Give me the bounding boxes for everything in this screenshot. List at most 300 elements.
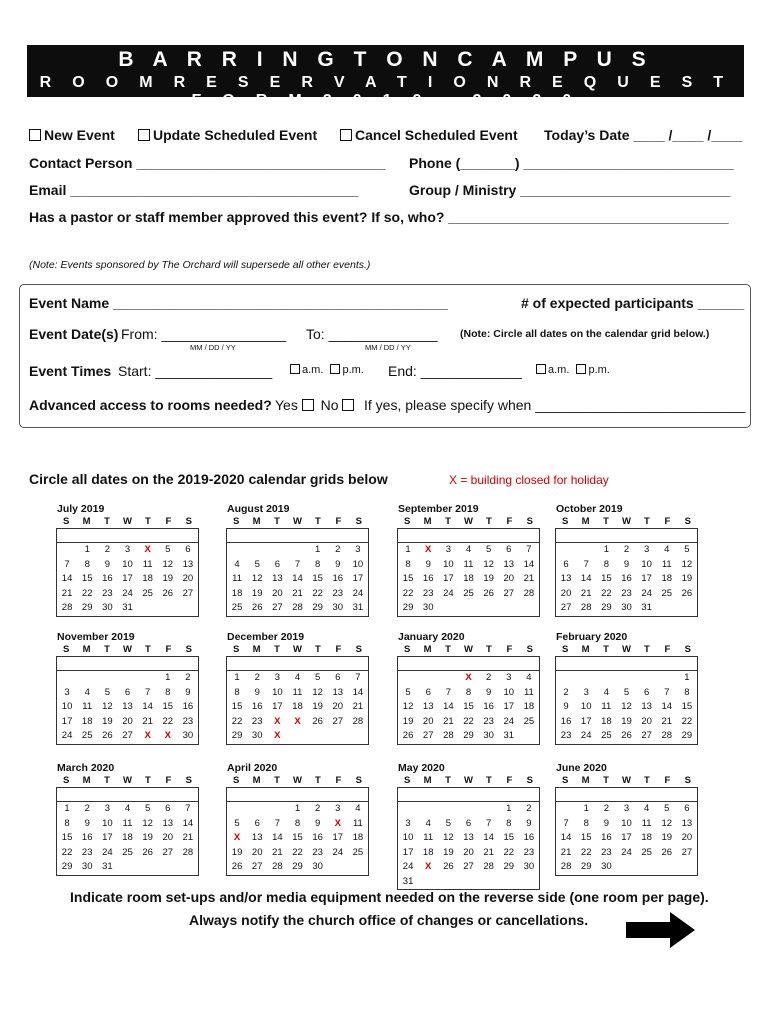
calendar-day[interactable]: 13 bbox=[641, 701, 652, 712]
calendar-day[interactable]: 22 bbox=[162, 715, 174, 727]
calendar-day[interactable]: 10 bbox=[102, 817, 113, 829]
calendar-day[interactable]: 24 bbox=[443, 587, 454, 599]
calendar-day[interactable]: 12 bbox=[142, 817, 153, 829]
calendar-day[interactable]: 15 bbox=[402, 573, 414, 584]
calendar-day[interactable]: 12 bbox=[402, 701, 414, 712]
calendar-day[interactable]: 23 bbox=[182, 715, 194, 727]
calendar-day[interactable]: 25 bbox=[231, 602, 243, 613]
calendar-day[interactable]: 1 bbox=[603, 544, 609, 555]
calendar-day[interactable]: 4 bbox=[603, 686, 609, 698]
update-event-checkbox[interactable] bbox=[138, 129, 150, 141]
calendar-day[interactable]: 13 bbox=[122, 701, 133, 712]
contact-person-field[interactable]: Contact Person ________________________________ bbox=[29, 155, 386, 171]
calendar-day[interactable]: 20 bbox=[332, 701, 344, 712]
calendar-day[interactable]: 2 bbox=[185, 672, 191, 683]
calendar-day[interactable]: 4 bbox=[526, 672, 532, 683]
calendar-day[interactable]: 13 bbox=[162, 817, 174, 829]
calendar-day[interactable]: 27 bbox=[422, 730, 434, 741]
calendar-day[interactable]: 24 bbox=[352, 587, 364, 599]
calendar-day[interactable]: 22 bbox=[681, 715, 693, 727]
calendar-day[interactable]: 6 bbox=[335, 672, 341, 683]
group-ministry-field[interactable]: Group / Ministry ___________________________ bbox=[409, 182, 731, 198]
calendar-day[interactable]: 7 bbox=[526, 544, 532, 555]
calendar-day[interactable]: 15 bbox=[292, 832, 303, 843]
calendar-day[interactable]: 24 bbox=[621, 846, 632, 858]
calendar-day[interactable]: 4 bbox=[124, 803, 131, 814]
calendar-day[interactable]: 31 bbox=[352, 602, 364, 613]
calendar-day[interactable]: 27 bbox=[332, 715, 344, 727]
calendar-day[interactable]: 14 bbox=[292, 573, 303, 584]
calendar-day[interactable]: 7 bbox=[64, 558, 70, 570]
email-field[interactable]: Email _____________________________________ bbox=[29, 182, 359, 198]
start-am-checkbox[interactable] bbox=[290, 364, 300, 374]
calendar-day[interactable]: 15 bbox=[162, 701, 174, 712]
calendar-day[interactable]: 1 bbox=[684, 672, 690, 683]
calendar-day[interactable]: 2 bbox=[623, 544, 630, 555]
calendar-day[interactable]: 23 bbox=[560, 730, 572, 741]
calendar-day[interactable]: 19 bbox=[621, 715, 632, 727]
calendar-day[interactable]: 15 bbox=[601, 573, 612, 584]
calendar-day[interactable]: 15 bbox=[681, 701, 693, 712]
calendar-day[interactable]: 5 bbox=[104, 686, 110, 698]
calendar-day[interactable]: 4 bbox=[84, 686, 90, 698]
calendar-day[interactable]: 26 bbox=[483, 587, 494, 599]
calendar-day[interactable]: 1 bbox=[64, 803, 70, 814]
calendar-day[interactable]: 26 bbox=[621, 730, 632, 741]
calendar-day[interactable]: 23 bbox=[422, 587, 434, 599]
calendar-day[interactable]: 27 bbox=[251, 861, 263, 872]
calendar-day[interactable]: 9 bbox=[623, 558, 630, 570]
calendar-day[interactable]: 29 bbox=[292, 861, 303, 872]
calendar-day[interactable]: 14 bbox=[483, 832, 494, 843]
calendar-day[interactable]: 3 bbox=[583, 686, 589, 698]
calendar-day[interactable]: 28 bbox=[61, 602, 73, 613]
end-am-checkbox[interactable] bbox=[536, 364, 546, 374]
calendar-day[interactable]: 10 bbox=[443, 558, 454, 570]
calendar-day[interactable]: 26 bbox=[251, 602, 263, 613]
calendar-day[interactable]: 16 bbox=[560, 715, 572, 727]
calendar-day[interactable]: 31 bbox=[402, 875, 414, 887]
calendar-day[interactable]: 8 bbox=[294, 817, 301, 829]
calendar-day[interactable]: 23 bbox=[601, 846, 612, 858]
calendar-day[interactable]: 13 bbox=[463, 832, 474, 843]
calendar-day[interactable]: 13 bbox=[681, 817, 693, 829]
calendar-day[interactable]: 9 bbox=[84, 817, 90, 829]
calendar-day[interactable]: 17 bbox=[102, 832, 113, 843]
calendar-day[interactable]: 2 bbox=[563, 686, 569, 698]
calendar-day[interactable]: 12 bbox=[162, 558, 174, 570]
calendar-day[interactable]: 18 bbox=[292, 701, 303, 712]
calendar-day[interactable]: 8 bbox=[506, 817, 512, 829]
calendar-day[interactable]: 5 bbox=[623, 686, 630, 698]
calendar-day[interactable]: 19 bbox=[251, 587, 263, 599]
calendar-day[interactable]: 14 bbox=[352, 686, 364, 698]
calendar-day[interactable]: 30 bbox=[81, 861, 93, 872]
calendar-day[interactable]: 6 bbox=[563, 558, 569, 570]
event-name-field[interactable]: Event Name ___________________________________________ bbox=[29, 295, 448, 311]
calendar-day[interactable]: 8 bbox=[64, 817, 70, 829]
calendar-day[interactable]: 4 bbox=[294, 672, 301, 683]
calendar-day[interactable]: 31 bbox=[503, 730, 515, 741]
calendar-day[interactable]: 6 bbox=[643, 686, 650, 698]
calendar-day[interactable]: 28 bbox=[661, 730, 673, 741]
calendar-day[interactable]: 19 bbox=[102, 715, 113, 727]
calendar-day[interactable]: 15 bbox=[312, 573, 323, 584]
calendar-day[interactable]: 20 bbox=[182, 573, 194, 584]
calendar-day[interactable]: 18 bbox=[661, 573, 673, 584]
cancel-event-option[interactable]: Cancel Scheduled Event bbox=[340, 127, 518, 143]
calendar-day[interactable]: 28 bbox=[560, 861, 572, 872]
calendar-day[interactable]: 15 bbox=[231, 701, 243, 712]
calendar-day[interactable]: 13 bbox=[332, 686, 344, 698]
calendar-day[interactable]: 29 bbox=[402, 602, 414, 613]
calendar-day[interactable]: 9 bbox=[335, 558, 341, 570]
calendar-day[interactable]: 2 bbox=[254, 672, 260, 683]
calendar-day[interactable]: 10 bbox=[641, 558, 652, 570]
holiday-closed-mark[interactable]: X bbox=[334, 817, 341, 829]
calendar-day[interactable]: 29 bbox=[463, 730, 474, 741]
calendar-day[interactable]: 12 bbox=[102, 701, 113, 712]
calendar-day[interactable]: 25 bbox=[352, 846, 364, 858]
calendar-day[interactable]: 5 bbox=[144, 803, 151, 814]
calendar-day[interactable]: 1 bbox=[84, 544, 90, 555]
new-event-option[interactable]: New Event bbox=[29, 127, 115, 143]
calendar-day[interactable]: 8 bbox=[234, 686, 240, 698]
calendar-day[interactable]: 28 bbox=[272, 861, 283, 872]
calendar-day[interactable]: 13 bbox=[422, 701, 434, 712]
calendar-day[interactable]: 28 bbox=[483, 861, 494, 872]
holiday-closed-mark[interactable]: X bbox=[233, 832, 241, 843]
calendar-day[interactable]: 23 bbox=[81, 846, 93, 858]
calendar-day[interactable]: 5 bbox=[165, 544, 171, 555]
calendar-day[interactable]: 9 bbox=[425, 558, 431, 570]
calendar-day[interactable]: 1 bbox=[314, 544, 321, 555]
calendar-day[interactable]: 20 bbox=[272, 587, 283, 599]
calendar-day[interactable]: 5 bbox=[485, 544, 492, 555]
calendar-day[interactable]: 12 bbox=[661, 817, 673, 829]
calendar-day[interactable]: 6 bbox=[684, 803, 690, 814]
calendar-day[interactable]: 11 bbox=[601, 701, 612, 712]
access-specify-field[interactable]: If yes, please specify when ___________________________ bbox=[364, 397, 746, 413]
calendar-day[interactable]: 25 bbox=[81, 730, 93, 741]
calendar-day[interactable]: 19 bbox=[483, 573, 494, 584]
calendar-day[interactable]: 6 bbox=[165, 803, 171, 814]
calendar-day[interactable]: 19 bbox=[681, 573, 693, 584]
calendar-day[interactable]: 20 bbox=[251, 846, 263, 858]
calendar-day[interactable]: 5 bbox=[254, 558, 260, 570]
calendar-day[interactable]: 20 bbox=[122, 715, 133, 727]
calendar-day[interactable]: 22 bbox=[402, 587, 414, 599]
calendar-day[interactable]: 19 bbox=[443, 846, 454, 858]
calendar-day[interactable]: 21 bbox=[61, 587, 73, 599]
calendar-day[interactable]: 24 bbox=[402, 861, 414, 872]
calendar-day[interactable]: 11 bbox=[82, 701, 93, 712]
calendar-day[interactable]: 28 bbox=[352, 715, 364, 727]
calendar-day[interactable]: 24 bbox=[102, 846, 113, 858]
calendar-day[interactable]: 21 bbox=[272, 846, 283, 858]
calendar-day[interactable]: 11 bbox=[641, 817, 652, 829]
calendar-day[interactable]: 17 bbox=[402, 846, 414, 858]
calendar-day[interactable]: 9 bbox=[526, 817, 532, 829]
calendar-day[interactable]: 26 bbox=[681, 587, 693, 599]
calendar-day[interactable]: 15 bbox=[81, 573, 93, 584]
calendar-day[interactable]: 8 bbox=[603, 558, 609, 570]
calendar-day[interactable]: 14 bbox=[560, 832, 572, 843]
calendar-day[interactable]: 2 bbox=[603, 803, 609, 814]
calendar-day[interactable]: 26 bbox=[661, 846, 673, 858]
calendar-day[interactable]: 1 bbox=[165, 672, 171, 683]
calendar-day[interactable]: 9 bbox=[104, 558, 110, 570]
calendar-day[interactable]: 3 bbox=[506, 672, 512, 683]
calendar-day[interactable]: 5 bbox=[234, 817, 240, 829]
calendar-day[interactable]: 9 bbox=[563, 701, 569, 712]
calendar-day[interactable]: 23 bbox=[251, 715, 263, 727]
calendar-day[interactable]: 14 bbox=[142, 701, 153, 712]
calendar-day[interactable]: 18 bbox=[523, 701, 535, 712]
calendar-day[interactable]: 9 bbox=[314, 817, 321, 829]
calendar-day[interactable]: 12 bbox=[312, 686, 323, 698]
calendar-day[interactable]: 17 bbox=[580, 715, 592, 727]
calendar-day[interactable]: 14 bbox=[61, 573, 73, 584]
calendar-day[interactable]: 12 bbox=[251, 573, 263, 584]
end-pm-checkbox[interactable] bbox=[576, 364, 586, 374]
calendar-day[interactable]: 22 bbox=[463, 715, 474, 727]
calendar-day[interactable]: 7 bbox=[664, 686, 670, 698]
calendar-day[interactable]: 8 bbox=[465, 686, 472, 698]
calendar-day[interactable]: 19 bbox=[402, 715, 414, 727]
calendar-day[interactable]: 3 bbox=[124, 544, 131, 555]
calendar-day[interactable]: 2 bbox=[84, 803, 90, 814]
calendar-day[interactable]: 18 bbox=[422, 846, 434, 858]
calendar-day[interactable]: 3 bbox=[405, 817, 411, 829]
calendar-day[interactable]: 11 bbox=[352, 817, 363, 829]
calendar-day[interactable]: 22 bbox=[292, 846, 303, 858]
calendar-day[interactable]: 7 bbox=[144, 686, 151, 698]
calendar-day[interactable]: 22 bbox=[312, 587, 323, 599]
calendar-day[interactable]: 10 bbox=[503, 686, 515, 698]
calendar-day[interactable]: 14 bbox=[443, 701, 454, 712]
calendar-day[interactable]: 10 bbox=[272, 686, 283, 698]
calendar-day[interactable]: 22 bbox=[81, 587, 93, 599]
calendar-day[interactable]: 1 bbox=[294, 803, 301, 814]
calendar-day[interactable]: 29 bbox=[81, 602, 93, 613]
calendar-day[interactable]: 28 bbox=[292, 602, 303, 613]
calendar-day[interactable]: 22 bbox=[503, 846, 515, 858]
calendar-day[interactable]: 5 bbox=[314, 672, 321, 683]
calendar-day[interactable]: 27 bbox=[182, 587, 194, 599]
calendar-day[interactable]: 24 bbox=[503, 715, 515, 727]
calendar-day[interactable]: 26 bbox=[142, 846, 153, 858]
phone-field[interactable]: Phone (_______) ___________________________ bbox=[409, 155, 734, 171]
calendar-day[interactable]: 30 bbox=[422, 602, 434, 613]
calendar-day[interactable]: 14 bbox=[661, 701, 673, 712]
calendar-day[interactable]: 30 bbox=[332, 602, 344, 613]
calendar-day[interactable]: 7 bbox=[274, 817, 280, 829]
calendar-day[interactable]: 18 bbox=[352, 832, 364, 843]
holiday-closed-mark[interactable]: X bbox=[425, 861, 432, 872]
calendar-day[interactable]: 28 bbox=[182, 846, 194, 858]
end-time-field[interactable]: End: _____________ bbox=[388, 363, 522, 379]
calendar-day[interactable]: 11 bbox=[142, 558, 153, 570]
calendar-day[interactable]: 4 bbox=[355, 803, 361, 814]
calendar-day[interactable]: 30 bbox=[312, 861, 323, 872]
calendar-day[interactable]: 16 bbox=[483, 701, 494, 712]
calendar-day[interactable]: 16 bbox=[81, 832, 93, 843]
holiday-closed-mark[interactable]: X bbox=[274, 730, 281, 741]
calendar-day[interactable]: 30 bbox=[523, 861, 535, 872]
holiday-closed-mark[interactable]: X bbox=[144, 730, 151, 741]
calendar-day[interactable]: 2 bbox=[485, 672, 492, 683]
calendar-day[interactable]: 27 bbox=[162, 846, 174, 858]
holiday-closed-mark[interactable]: X bbox=[425, 544, 432, 555]
calendar-day[interactable]: 16 bbox=[102, 573, 113, 584]
calendar-day[interactable]: 16 bbox=[251, 701, 263, 712]
calendar-day[interactable]: 12 bbox=[681, 558, 693, 570]
calendar-day[interactable]: 22 bbox=[601, 587, 612, 599]
calendar-day[interactable]: 24 bbox=[122, 587, 133, 599]
calendar-day[interactable]: 27 bbox=[641, 730, 652, 741]
calendar-day[interactable]: 3 bbox=[355, 544, 361, 555]
calendar-day[interactable]: 17 bbox=[272, 701, 283, 712]
calendar-day[interactable]: 3 bbox=[643, 544, 650, 555]
calendar-day[interactable]: 2 bbox=[526, 803, 532, 814]
calendar-day[interactable]: 30 bbox=[102, 602, 113, 613]
calendar-day[interactable]: 12 bbox=[621, 701, 632, 712]
calendar-day[interactable]: 20 bbox=[422, 715, 434, 727]
calendar-day[interactable]: 6 bbox=[274, 558, 280, 570]
calendar-day[interactable]: 5 bbox=[664, 803, 670, 814]
calendar-day[interactable]: 4 bbox=[234, 558, 240, 570]
holiday-closed-mark[interactable]: X bbox=[144, 544, 151, 555]
calendar-day[interactable]: 18 bbox=[142, 573, 153, 584]
calendar-day[interactable]: 9 bbox=[485, 686, 492, 698]
calendar-day[interactable]: 15 bbox=[503, 832, 515, 843]
access-yes-checkbox[interactable] bbox=[302, 399, 314, 411]
calendar-day[interactable]: 8 bbox=[684, 686, 690, 698]
calendar-day[interactable]: 16 bbox=[182, 701, 194, 712]
calendar-day[interactable]: 18 bbox=[601, 715, 612, 727]
calendar-day[interactable]: 3 bbox=[104, 803, 110, 814]
calendar-day[interactable]: 1 bbox=[506, 803, 512, 814]
calendar-day[interactable]: 9 bbox=[603, 817, 609, 829]
calendar-day[interactable]: 11 bbox=[232, 573, 242, 584]
calendar-day[interactable]: 6 bbox=[185, 544, 191, 555]
calendar-day[interactable]: 16 bbox=[422, 573, 434, 584]
calendar-day[interactable]: 17 bbox=[621, 832, 632, 843]
calendar-day[interactable]: 26 bbox=[312, 715, 323, 727]
calendar-day[interactable]: 24 bbox=[580, 730, 592, 741]
cancel-event-checkbox[interactable] bbox=[340, 129, 352, 141]
calendar-day[interactable]: 17 bbox=[332, 832, 344, 843]
calendar-day[interactable]: 13 bbox=[560, 573, 572, 584]
calendar-day[interactable]: 5 bbox=[405, 686, 411, 698]
calendar-day[interactable]: 29 bbox=[503, 861, 515, 872]
calendar-day[interactable]: 23 bbox=[332, 587, 344, 599]
calendar-day[interactable]: 27 bbox=[503, 587, 515, 599]
calendar-day[interactable]: 21 bbox=[182, 832, 194, 843]
calendar-day[interactable]: 19 bbox=[162, 573, 174, 584]
calendar-day[interactable]: 19 bbox=[142, 832, 153, 843]
calendar-day[interactable]: 9 bbox=[185, 686, 191, 698]
calendar-day[interactable]: 25 bbox=[463, 587, 474, 599]
calendar-day[interactable]: 27 bbox=[272, 602, 283, 613]
calendar-day[interactable]: 27 bbox=[122, 730, 133, 741]
calendar-day[interactable]: 7 bbox=[583, 558, 589, 570]
calendar-day[interactable]: 17 bbox=[122, 573, 133, 584]
calendar-day[interactable]: 21 bbox=[443, 715, 454, 727]
calendar-day[interactable]: 23 bbox=[523, 846, 535, 858]
holiday-closed-mark[interactable]: X bbox=[164, 730, 171, 741]
calendar-day[interactable]: 30 bbox=[251, 730, 263, 741]
calendar-day[interactable]: 10 bbox=[61, 701, 73, 712]
calendar-day[interactable]: 26 bbox=[443, 861, 454, 872]
calendar-day[interactable]: 12 bbox=[483, 558, 494, 570]
calendar-day[interactable]: 14 bbox=[182, 817, 194, 829]
calendar-day[interactable]: 29 bbox=[312, 602, 323, 613]
calendar-day[interactable]: 28 bbox=[580, 602, 592, 613]
calendar-day[interactable]: 7 bbox=[185, 803, 191, 814]
calendar-day[interactable]: 18 bbox=[122, 832, 133, 843]
calendar-day[interactable]: 15 bbox=[61, 832, 73, 843]
calendar-day[interactable]: 4 bbox=[664, 544, 670, 555]
calendar-day[interactable]: 11 bbox=[661, 558, 672, 570]
calendar-day[interactable]: 21 bbox=[560, 846, 572, 858]
update-event-option[interactable]: Update Scheduled Event bbox=[138, 127, 317, 143]
calendar-day[interactable]: 22 bbox=[61, 846, 73, 858]
calendar-day[interactable]: 25 bbox=[122, 846, 133, 858]
calendar-day[interactable]: 20 bbox=[463, 846, 474, 858]
calendar-day[interactable]: 31 bbox=[102, 861, 113, 872]
calendar-day[interactable]: 16 bbox=[312, 832, 323, 843]
holiday-closed-mark[interactable]: X bbox=[294, 715, 301, 727]
calendar-day[interactable]: 21 bbox=[523, 573, 535, 584]
calendar-day[interactable]: 13 bbox=[503, 558, 515, 570]
calendar-day[interactable]: 16 bbox=[332, 573, 344, 584]
calendar-day[interactable]: 15 bbox=[580, 832, 592, 843]
calendar-day[interactable]: 27 bbox=[681, 846, 693, 858]
calendar-day[interactable]: 26 bbox=[102, 730, 113, 741]
access-no-checkbox[interactable] bbox=[342, 399, 354, 411]
calendar-day[interactable]: 7 bbox=[445, 686, 451, 698]
from-date-field[interactable]: From: ________________ bbox=[121, 326, 287, 342]
calendar-day[interactable]: 23 bbox=[102, 587, 113, 599]
calendar-day[interactable]: 17 bbox=[61, 715, 73, 727]
calendar-day[interactable]: 11 bbox=[423, 832, 434, 843]
calendar-day[interactable]: 8 bbox=[314, 558, 321, 570]
calendar-day[interactable]: 18 bbox=[81, 715, 93, 727]
calendar-day[interactable]: 20 bbox=[162, 832, 174, 843]
calendar-day[interactable]: 16 bbox=[601, 832, 612, 843]
calendar-day[interactable]: 27 bbox=[463, 861, 474, 872]
calendar-day[interactable]: 20 bbox=[641, 715, 652, 727]
calendar-day[interactable]: 26 bbox=[231, 861, 243, 872]
calendar-day[interactable]: 10 bbox=[122, 558, 133, 570]
calendar-day[interactable]: 7 bbox=[355, 672, 361, 683]
calendar-day[interactable]: 5 bbox=[684, 544, 690, 555]
calendar-day[interactable]: 11 bbox=[463, 558, 474, 570]
calendar-day[interactable]: 18 bbox=[231, 587, 243, 599]
calendar-day[interactable]: 31 bbox=[122, 602, 133, 613]
calendar-day[interactable]: 7 bbox=[294, 558, 301, 570]
calendar-day[interactable]: 17 bbox=[503, 701, 515, 712]
calendar-day[interactable]: 29 bbox=[580, 861, 592, 872]
approval-field[interactable]: Has a pastor or staff member approved this event? If so, who? ____________________________________ bbox=[29, 209, 729, 225]
calendar-day[interactable]: 10 bbox=[402, 832, 414, 843]
calendar-day[interactable]: 7 bbox=[485, 817, 492, 829]
participants-field[interactable]: # of expected participants ______ bbox=[521, 295, 745, 311]
calendar-day[interactable]: 10 bbox=[352, 558, 364, 570]
calendar-day[interactable]: 17 bbox=[352, 573, 364, 584]
